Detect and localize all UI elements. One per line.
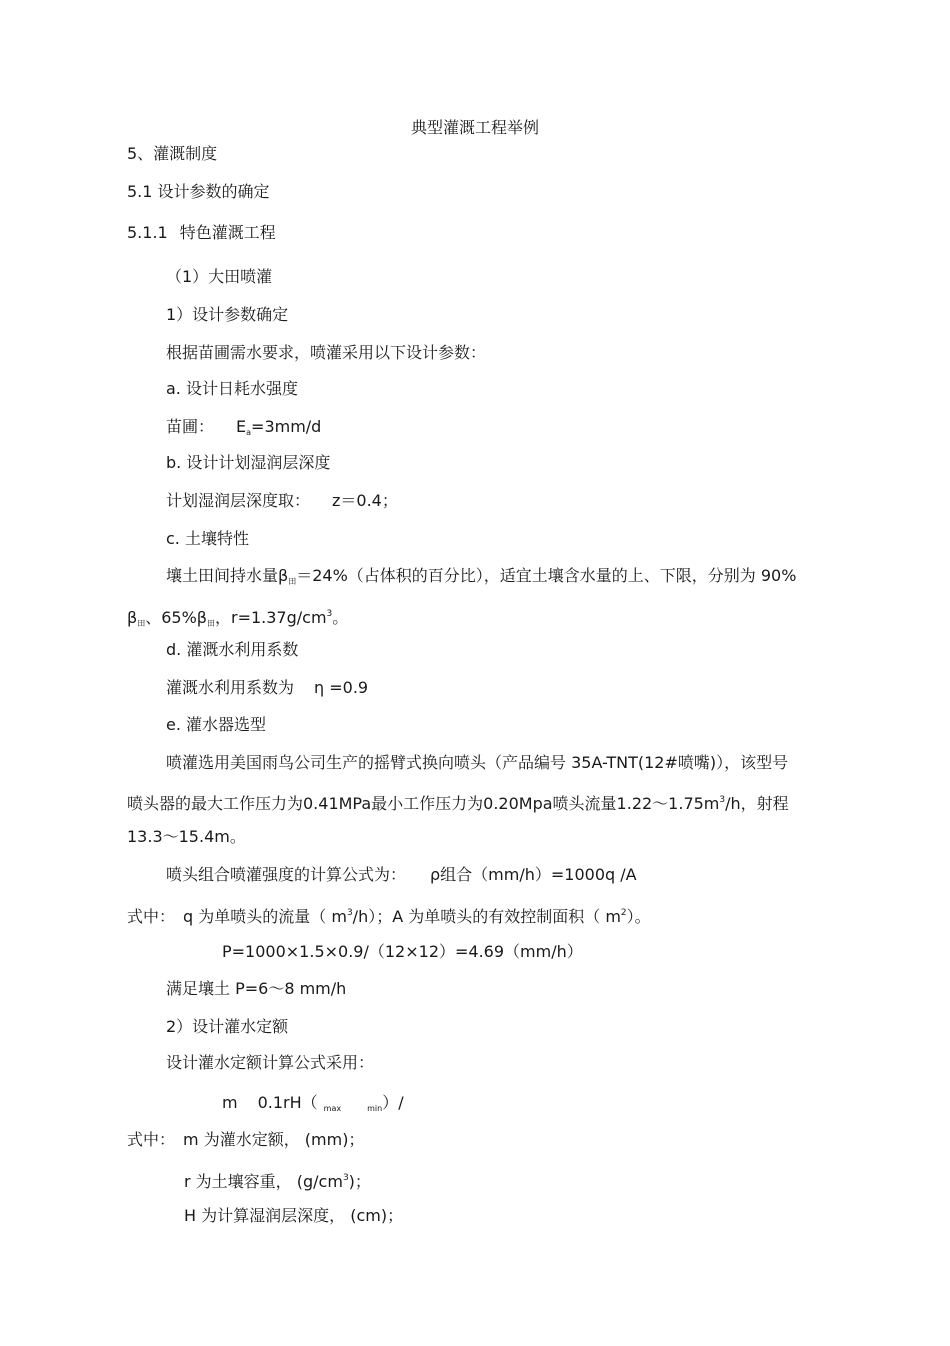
symbol-e: E <box>236 417 247 436</box>
item-a: a. 设计日耗水强度 <box>166 379 298 398</box>
heading-text: 特色灌溉工程 <box>179 223 276 242</box>
subscript-a: a <box>246 428 252 437</box>
depth-label: 计划湿润层深度取： <box>166 491 311 510</box>
heading-special-irrigation <box>127 222 276 244</box>
beta-symbol: β <box>127 608 138 627</box>
soil-text-rest: ＝24%（占体积的百分比），适宜土壤含水量的上、下限，分别为 90% <box>296 566 797 585</box>
item-d-value <box>166 677 368 699</box>
equation-body: 0.1rH（ <box>257 1093 318 1112</box>
consumption-value: =3mm/d <box>251 417 322 436</box>
superscript-2: 2 <box>620 908 627 918</box>
equation-end: ）/ <box>382 1093 404 1112</box>
item-a-value <box>166 416 321 444</box>
range-label: /h，射程 <box>725 794 789 813</box>
legend-r-end: )； <box>348 1172 371 1191</box>
item-b-value <box>166 490 398 512</box>
subscript-field: 田 <box>207 619 215 628</box>
quota-legend-line2 <box>184 1167 371 1193</box>
quota-formula-intro: 设计灌水定额计算公式采用： <box>166 1053 375 1072</box>
intensity-calculation: P=1000×1.5×0.9/（12×12）=4.69（mm/h） <box>222 942 583 961</box>
sprinkler-paragraph-line2 <box>127 789 789 815</box>
subheading-parameter-determination: 1）设计参数确定 <box>166 305 289 324</box>
intensity-check: 满足壤土 P=6～8 mm/h <box>166 979 347 998</box>
soil-text: 壤土田间持水量β <box>166 566 289 585</box>
heading-number: 5.1.1 <box>127 223 168 242</box>
efficiency-label: 灌溉水利用系数为 <box>166 678 295 697</box>
equation-min: min <box>367 1104 383 1113</box>
formula-legend <box>127 902 651 928</box>
intensity-formula-line <box>166 864 637 886</box>
legend-q: q 为单喷头的流量（ m <box>183 907 347 926</box>
soil-paragraph-line2 <box>127 603 348 635</box>
depth-value: z＝0.4； <box>332 491 398 510</box>
pressure-flow-text: 喷头器的最大工作压力为0.41MPa最小工作压力为0.20Mpa喷头流量1.22～1.75m <box>127 794 720 813</box>
superscript-3: 3 <box>326 609 333 619</box>
heading-design-parameters: 5.1 设计参数的确定 <box>127 182 270 201</box>
equation-max: max <box>323 1104 342 1113</box>
quota-legend-line1 <box>127 1129 364 1151</box>
lower-limit: 、65%β <box>145 608 207 627</box>
legend-label: 式中： <box>127 907 176 926</box>
heading-irrigation-schedule: 5、灌溉制度 <box>127 144 218 163</box>
subheading-irrigation-quota: 2）设计灌水定额 <box>166 1017 289 1036</box>
bulk-density: ，r=1.37g/cm <box>215 608 327 627</box>
legend-a: /h）；A 为单喷头的有效控制面积（ m <box>352 907 621 926</box>
legend-label: 式中： <box>127 1130 176 1149</box>
superscript-3: 3 <box>342 1173 349 1183</box>
soil-paragraph-line1 <box>166 565 796 593</box>
legend-m: m 为灌水定额， (mm)； <box>183 1130 365 1149</box>
superscript-3: 3 <box>719 795 726 805</box>
formula-label: 喷头组合喷灌强度的计算公式为： <box>166 865 407 884</box>
sprinkler-paragraph-line3: 13.3～15.4m。 <box>127 827 246 846</box>
paragraph-intro: 根据苗圃需水要求，喷灌采用以下设计参数： <box>166 343 487 362</box>
superscript-3: 3 <box>346 908 353 918</box>
quota-equation <box>222 1092 404 1120</box>
legend-r: r 为土壤容重， (g/cm <box>184 1172 343 1191</box>
equation-m: m <box>222 1093 238 1112</box>
item-c: c. 土壤特性 <box>166 529 249 548</box>
period: 。 <box>332 608 349 627</box>
intensity-formula: ρ组合（mm/h）=1000q /A <box>430 865 637 884</box>
item-b: b. 设计计划湿润层深度 <box>166 453 331 472</box>
item-d: d. 灌溉水利用系数 <box>166 640 299 659</box>
subheading-field-sprinkler: （1）大田喷灌 <box>166 267 273 286</box>
legend-end: ）。 <box>626 907 651 926</box>
nursery-label: 苗圃： <box>166 417 215 436</box>
sprinkler-paragraph-line1: 喷灌选用美国雨鸟公司生产的摇臂式换向喷头（产品编号 35A-TNT(12#喷嘴)），该型号 <box>166 753 789 772</box>
page-title: 典型灌溉工程举例 <box>410 118 539 137</box>
subscript-field: 田 <box>137 619 146 628</box>
quota-legend-line3: H 为计算湿润层深度， (cm)； <box>184 1206 404 1225</box>
subscript-field: 田 <box>288 577 297 586</box>
item-e: e. 灌水器选型 <box>166 715 267 734</box>
efficiency-value: η =0.9 <box>314 678 369 697</box>
